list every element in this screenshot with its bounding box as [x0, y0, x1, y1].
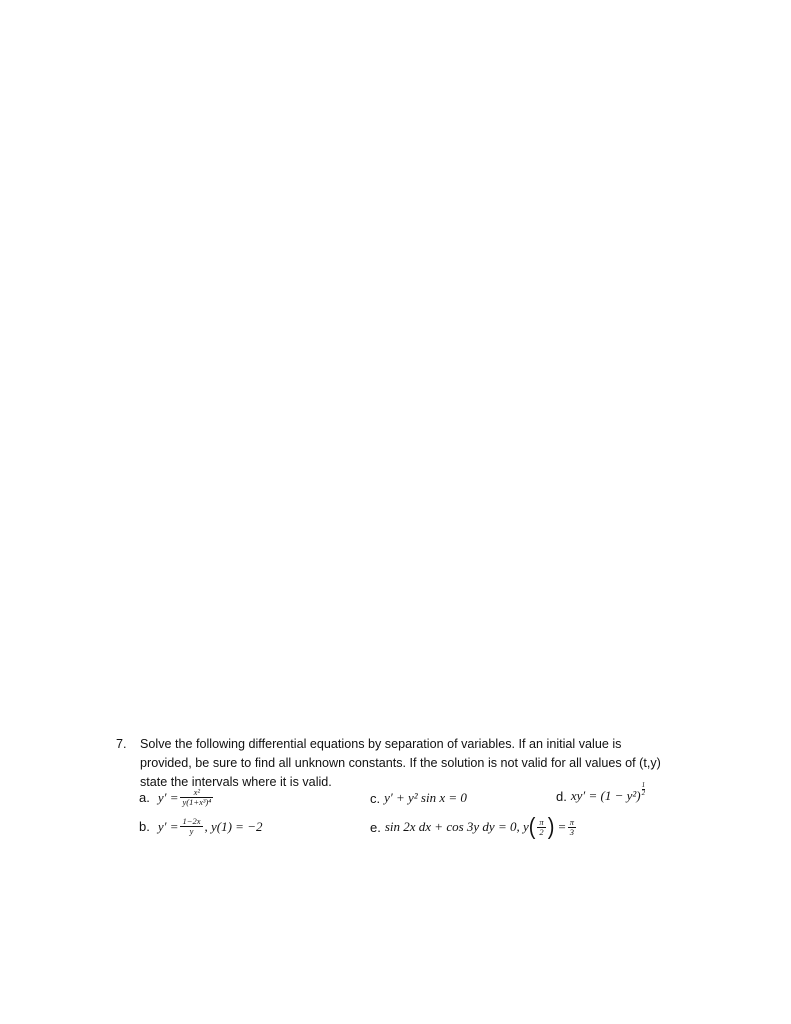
- instruction-line-2: provided, be sure to find all unknown constants. If the solution is not valid for all values of (t,y): [140, 756, 661, 770]
- equation-b-denominator: y: [189, 826, 194, 836]
- argument-numerator: π: [539, 816, 544, 827]
- equation-c: [370, 790, 467, 806]
- equation-d-exponent: [642, 782, 646, 797]
- item-label-e: e.: [370, 819, 381, 835]
- argument-denominator: 2: [539, 826, 544, 837]
- equation-a-fraction: [180, 788, 213, 807]
- equation-e: [370, 814, 578, 840]
- exponent-numerator: 1: [641, 780, 646, 789]
- exponent-denominator: 2: [641, 788, 646, 797]
- rhs-denominator: 3: [569, 826, 574, 837]
- equation-a-numerator: x²: [193, 787, 200, 797]
- equation-a-lhs: y′ =: [157, 789, 179, 805]
- equation-a-denominator: y(1+x³)⁴: [182, 797, 212, 807]
- equation-c-body: y′ + y² sin x = 0: [384, 790, 467, 805]
- equation-d-body: xy′ = (1 − y²): [570, 788, 641, 803]
- equation-d: [556, 780, 646, 804]
- instruction-line-1: Solve the following differential equations by separation of variables. If an initial value is: [140, 737, 622, 751]
- equation-b-numerator: 1−2x: [182, 816, 201, 826]
- left-paren: (: [528, 814, 536, 840]
- problem-number: 7.: [116, 737, 127, 751]
- equation-b-initial-value: , y(1) = −2: [204, 818, 263, 834]
- instruction-line-3: state the intervals where it is valid.: [140, 775, 332, 789]
- equation-a: [139, 788, 215, 807]
- equation-e-equals: =: [558, 819, 566, 834]
- problem-instructions: [140, 735, 710, 792]
- item-label-b: b.: [139, 819, 150, 834]
- equation-b-fraction: [180, 817, 202, 836]
- equation-e-rhs: [568, 818, 576, 837]
- equation-b: [139, 817, 262, 836]
- right-paren: ): [547, 814, 555, 840]
- rhs-numerator: π: [569, 816, 574, 827]
- item-label-c: c.: [370, 790, 381, 806]
- equation-b-lhs: y′ =: [157, 818, 179, 834]
- equation-e-body: sin 2x dx + cos 3y dy = 0, y: [384, 819, 529, 834]
- equation-e-argument: [537, 818, 545, 837]
- item-label-d: d.: [556, 788, 567, 804]
- item-label-a: a.: [139, 790, 150, 805]
